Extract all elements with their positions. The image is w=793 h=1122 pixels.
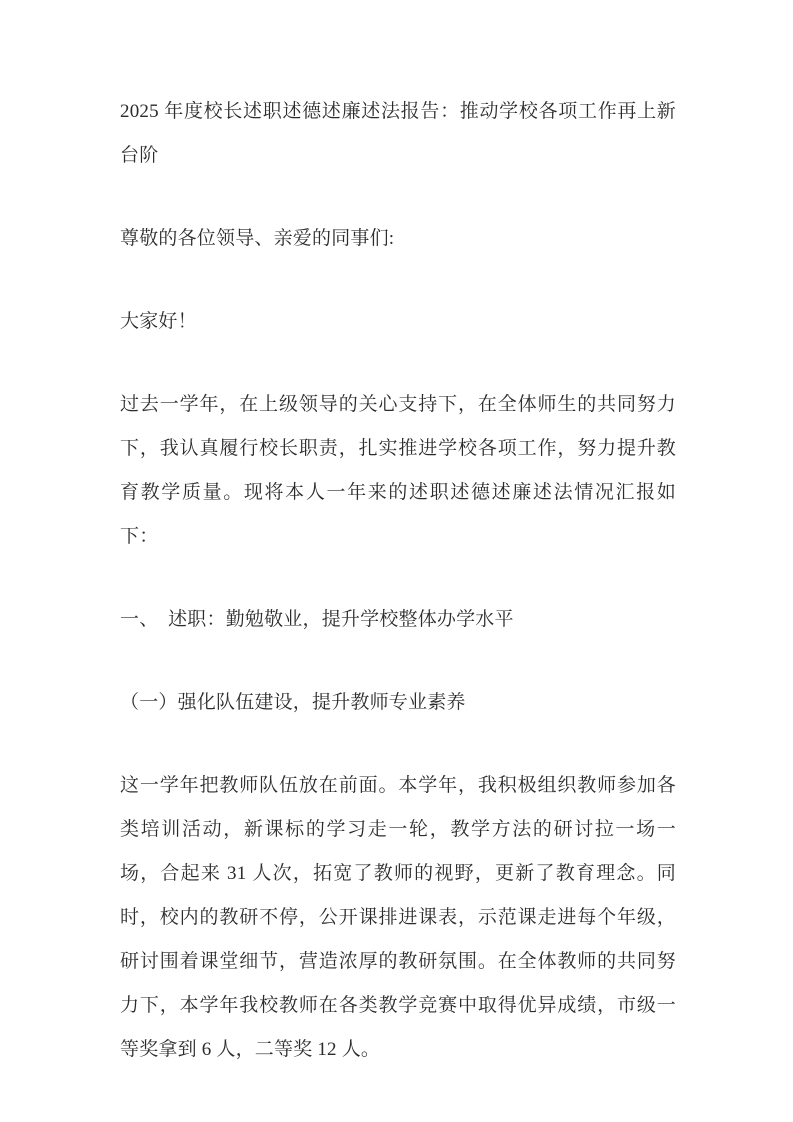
greeting: 大家好！ [120, 311, 197, 332]
section-heading-1: 一、 述职：勤勉敬业，提升学校整体办学水平 [120, 609, 514, 630]
intro-paragraph: 过去一学年，在上级领导的关心支持下，在全体师生的共同努力下，我认真履行校长职责，扎实推进学校各项工作，努力提升教育教学质量。现将本人一年来的述职述德述廉述法情况汇报如下： [120, 394, 676, 547]
doc-title: 2025 年度校长述职述德述廉述法报告：推动学校各项工作再上新台阶 [120, 101, 676, 166]
body-paragraph-1: 这一学年把教师队伍放在前面。本学年，我积极组织教师参加各类培训活动，新课标的学习走一轮，教学方法的研讨拉一场一场，合起来 31 人次，拓宽了教师的视野，更新了教育理念。同时，校内的教研不停，公开课排进课表，示范课走进每个年级，研讨围着课堂细节，营造浓厚的教研氛围。在全体教师的共同努力下，本学年我校教师在各类教学竞赛中取得优异成绩，市级一等奖拿到 6 人，二等奖 12 人。 [120, 775, 676, 1060]
salutation: 尊敬的各位领导、亲爱的同事们: [120, 228, 395, 249]
subsection-heading-1: （一）强化队伍建设，提升教师专业素养 [120, 692, 466, 713]
